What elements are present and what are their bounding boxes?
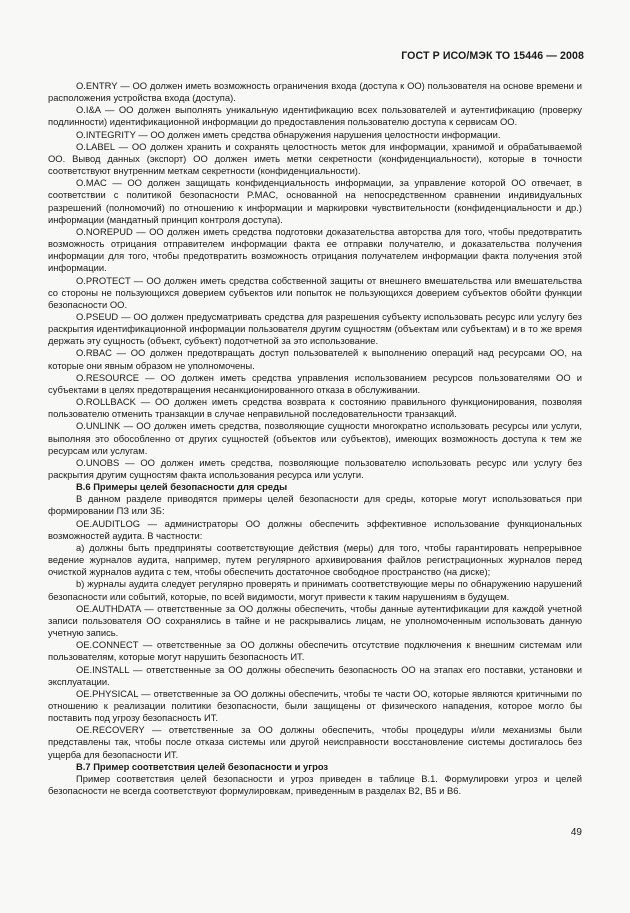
- paragraph: O.INTEGRITY — ОО должен иметь средства обнаружения нарушения целостности информации.: [76, 128, 501, 140]
- paragraph: Пример соответствия целей безопасности и угроз приведен в таблице В.1. Формулировки угроз и целей безопасности не всегда соответствуют формулировкам, приведенным в разделах В2, В5 и В6.: [48, 772, 582, 797]
- paragraph: OE.CONNECT — ответственные за ОО должны обеспечить отсутствие подключения к внешним системам или пользователям, которые могут нарушить безопасность ИТ.: [48, 639, 582, 663]
- section-heading: В.6 Примеры целей безопасности для среды: [76, 481, 288, 493]
- paragraph: O.RESOURCE — ОО должен иметь средства управления использованием ресурсов пользователями ОО и субъектами в целях предотвращения несанкционированного отказа в обслуживании.: [48, 371, 582, 395]
- section-heading: В.7 Пример соответствия целей безопасности и угроз: [76, 760, 329, 772]
- paragraph: OE.AUTHDATA — ответственные за ОО должны обеспечить, чтобы данные аутентификации для каждой учетной записи пользователя ОО сохранялись в тайне и не раскрывались лицам, не уполномоченным использовать данную учетную запись.: [48, 602, 582, 639]
- paragraph: В данном разделе приводятся примеры целей безопасности для среды, которые могут использоваться при формировании ПЗ или ЗБ:: [48, 493, 582, 517]
- document-body: [48, 80, 582, 797]
- paragraph: O.MAC — ОО должен защищать конфиденциальность информации, за управление которой ОО отвечает, в соответствии с политикой безопасности P.MAC, основанной на непосредственном сравнении индивидуальных разрешений (полномочий) по отношению к информации и маркировки чувствительности (конфиденциальности и др.) информации (мандатный принцип контроля доступа).: [48, 177, 582, 225]
- paragraph: O.RBAC — ОО должен предотвращать доступ пользователей к выполнению операций над ресурсами ОО, на которые они явным образом не уполномочены.: [48, 347, 582, 371]
- paragraph: b) журналы аудита следует регулярно проверять и принимать соответствующие меры по обнаружению нарушений безопасности или событий, которые, по всей видимости, могут привести к таким нарушениям в будущем.: [48, 578, 582, 602]
- page-number: 49: [570, 827, 582, 838]
- paragraph: OE.RECOVERY — ответственные за ОО должны обеспечить, чтобы процедуры и/или механизмы были представлены так, чтобы после отказа системы или другой неисправности восстановление системы достигалось без ущерба для безопасности ИТ.: [48, 724, 582, 760]
- paragraph: OE.PHYSICAL — ответственные за ОО должны обеспечить, чтобы те части ОО, которые являются критичными по отношению к реализации политики безопасности, были защищены от физического нападения, которое могло бы поставить под угрозу безопасность ИТ.: [48, 687, 582, 724]
- paragraph: O.ENTRY — ОО должен иметь возможность ограничения входа (доступа к ОО) пользователя на основе времени и расположения устройства входа (доступа).: [48, 80, 582, 104]
- paragraph: O.UNOBS — ОО должен иметь средства, позволяющие пользователю использовать ресурс или услугу без раскрытия другим сущностям факта использования ресурса или услуги.: [48, 456, 582, 480]
- paragraph: O.LABEL — ОО должен хранить и сохранять целостность меток для информации, хранимой и обрабатываемой ОО. Вывод данных (экспорт) ОО должен иметь метки секретности (конфиденциальности), которые в точности соответствуют внутренним меткам секретности (конфиденциальности).: [48, 140, 582, 177]
- document-header: ГОСТ Р ИСО/МЭК ТО 15446 — 2008: [401, 50, 584, 62]
- paragraph: O.I&A — ОО должен выполнять уникальную идентификацию всех пользователей и аутентификацию (проверку подлинности) идентификационной информации до предоставления пользователю доступа к сервисам ОО.: [48, 104, 582, 128]
- paragraph: а) должны быть предприняты соответствующие действия (меры) для того, чтобы гарантировать непрерывное ведение журналов аудита, например, путем регулярного архивирования файлов регистрационных журналов перед очисткой журналов аудита с тем, чтобы обеспечить достаточное свободное пространство (на диске);: [48, 541, 582, 578]
- paragraph: O.PROTECT — ОО должен иметь средства собственной защиты от внешнего вмешательства или вмешательства со стороны не пользующихся доверием субъектов или попыток не пользующихся доверием субъектов обойти функции безопасности ОО.: [48, 274, 582, 310]
- paragraph: OE.INSTALL — ответственные за ОО должны обеспечить безопасность ОО на этапах его поставки, установки и эксплуатации.: [48, 663, 582, 687]
- paragraph: O.PSEUD — ОО должен предусматривать средства для разрешения субъекту использовать ресурс или услугу без раскрытия идентификационной информации пользователя другим сущностям (объектам или субъектам) и в то же время держать эту сущность (объект, субъект) подотчетной за это использование.: [48, 310, 582, 347]
- paragraph: OE.AUDITLOG — администраторы ОО должны обеспечить эффективное использование функциональных возможностей аудита. В частности:: [48, 517, 582, 541]
- paragraph: O.NOREPUD — ОО должен иметь средства подготовки доказательства авторства для того, чтобы предотвратить возможность отрицания отправителем информации факта ее отправки получателю, и доказательства получения информации для того, чтобы предотвратить возможность отрицания получателем информации факта получения этой информации.: [48, 225, 582, 274]
- paragraph: O.UNLINK — ОО должен иметь средства, позволяющие сущности многократно использовать ресурсы или услуги, выполняя это обособленно от других сущностей (объектов или субъектов), имеющих возможность доступа к тем же ресурсам или услугам.: [48, 420, 582, 456]
- paragraph: O.ROLLBACK — ОО должен иметь средства возврата к состоянию правильного функционирования, позволяя пользователю отменить транзакции в случае неправильной последовательности транзакций.: [48, 396, 582, 420]
